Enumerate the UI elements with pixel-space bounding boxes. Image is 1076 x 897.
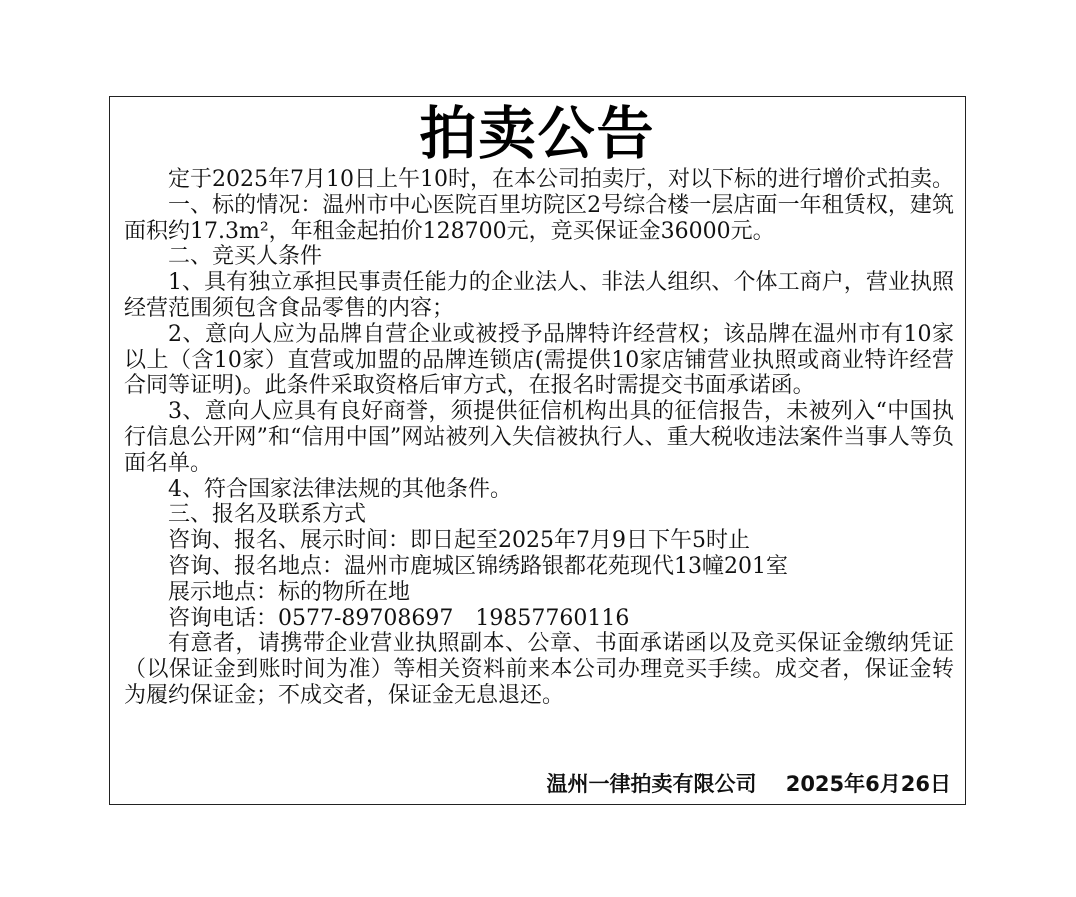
auction-notice (109, 96, 966, 805)
bidder-condition-2: 2、意向人应为品牌自营企业或被授予品牌特许经营权；该品牌在温州市有10家以上（含10家）直营或加盟的品牌连锁店(需提供10家店铺营业执照或商业特许经营合同等证明)。此条件采取资格后审方式，在报名时需提交书面承诺函。 (124, 321, 954, 399)
section1-text: 温州市中心医院百里坊院区2号综合楼一层店面一年租赁权，建筑面积约17.3m²，年租金起拍价128700元，竞买保证金36000元。 (124, 192, 954, 244)
section3-heading: 三、报名及联系方式 (168, 502, 367, 528)
subject-matter-paragraph (124, 193, 954, 245)
bidder-condition-4: 4、符合国家法律法规的其他条件。 (168, 476, 512, 502)
notice-signature (546, 770, 951, 798)
bidder-condition-1: 1、具有独立承担民事责任能力的企业法人、非法人组织、个体工商户，营业执照经营范围须包含食品零售的内容； (124, 270, 954, 321)
section1-heading: 一、标的情况： (168, 192, 323, 218)
display-location: 展示地点：标的物所在地 (168, 579, 411, 605)
notice-body (124, 167, 954, 709)
company-name: 温州一律拍卖有限公司 (546, 772, 757, 796)
notice-intro: 定于2025年7月10日上午10时，在本公司拍卖厅，对以下标的进行增价式拍卖。 (168, 167, 954, 192)
bidder-condition-3: 3、意向人应具有良好商誉，须提供征信机构出具的征信报告，未被列入“中国执行信息公开网”和“信用中国”网站被列入失信被执行人、重大税收违法案件当事人等负面名单。 (124, 399, 954, 476)
notice-title: 拍卖公告 (419, 101, 656, 167)
notice-date: 2025年6月26日 (785, 772, 951, 796)
closing-paragraph: 有意者，请携带企业营业执照副本、公章、书面承诺函以及竞买保证金缴纳凭证（以保证金到账时间为准）等相关资料前来本公司办理竞买手续。成交者，保证金转为履约保证金；不成交者，保证金无息退还。 (124, 631, 954, 708)
contact-phone: 咨询电话：0577-89708697 19857760116 (168, 605, 630, 631)
contact-time: 咨询、报名、展示时间：即日起至2025年7月9日下午5时止 (168, 528, 750, 554)
section2-heading: 二、竞买人条件 (168, 244, 323, 270)
contact-address: 咨询、报名地点：温州市鹿城区锦绣路银都花苑现代13幢201室 (168, 553, 788, 579)
